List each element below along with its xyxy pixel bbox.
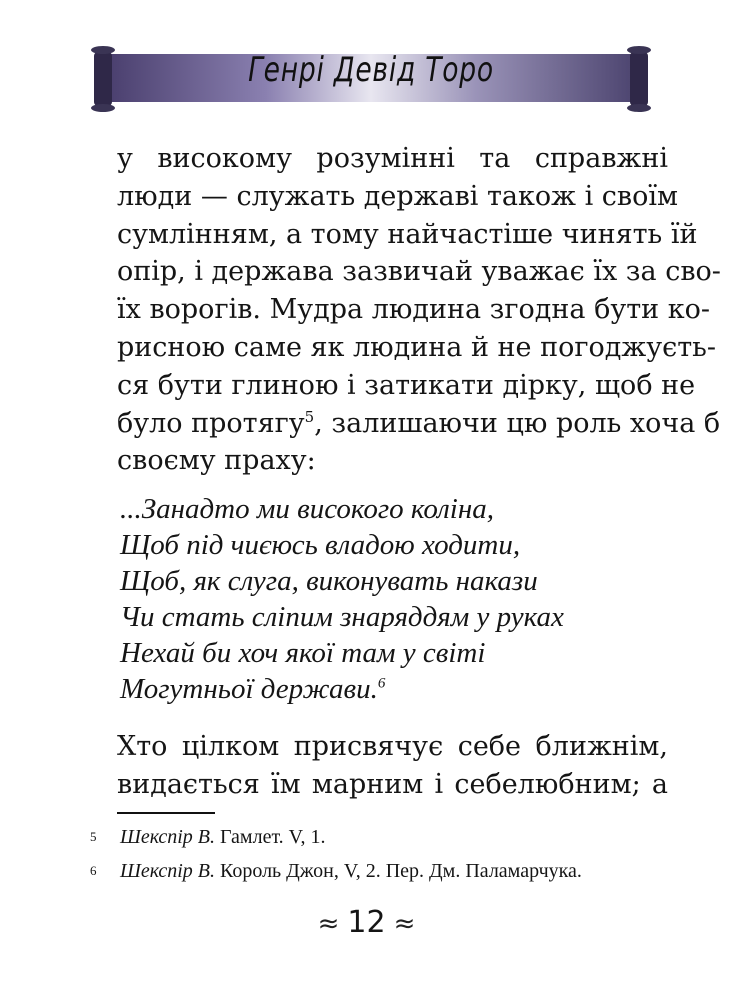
footnote-text: Король Джон, V, 2. Пер. Дм. Паламарчука. xyxy=(214,860,582,882)
body-line: у високому розумінні та справжні xyxy=(117,143,668,174)
poem-line: Нехай би хоч якої там у світі xyxy=(120,637,486,669)
body-line: видається їм марним і себелюбним; а xyxy=(117,769,668,800)
poem-line: Щоб під чиєюсь владою ходити, xyxy=(120,529,521,561)
footnote-ref-6[interactable]: 6 xyxy=(377,675,386,692)
poem-line: ...Занадто ми високого коліна, xyxy=(120,493,494,525)
page-number: 12 xyxy=(347,905,386,940)
body-text: , залишаючи цю роль хоча б xyxy=(314,408,721,439)
poem-line: Щоб, як слуга, виконувать накази xyxy=(120,565,538,597)
footnote-divider xyxy=(117,812,215,814)
footnote-text: Гамлет. V, 1. xyxy=(214,826,326,848)
footnote-6 xyxy=(90,860,582,882)
footnote-number: 6 xyxy=(90,863,97,878)
body-line: люди — служать державі також і своїм xyxy=(117,181,679,212)
page-footer xyxy=(0,905,733,940)
body-line: ся бути глиною і затикати дірку, щоб не xyxy=(117,370,696,401)
body-line: Хто цілком присвячує себе ближнім, xyxy=(117,731,668,762)
footnote-author: Шекспір В. xyxy=(120,860,215,882)
poem-line xyxy=(120,672,385,706)
poem-line: Чи стать сліпим знаряддям у руках xyxy=(120,601,564,633)
running-header-title: Генрі Девід Торо xyxy=(248,50,494,90)
header-scroll-banner xyxy=(88,44,654,112)
body-line xyxy=(117,407,721,441)
poem-text: Могутньої держави. xyxy=(120,673,378,705)
body-line: сумлінням, а тому найчастіше чинять їй xyxy=(117,219,698,250)
left-flourish-icon: ≈ xyxy=(317,909,340,939)
body-text: було протягу xyxy=(117,408,305,439)
footnote-number: 5 xyxy=(90,829,97,844)
body-line: рисною саме як людина й не погоджуєть- xyxy=(117,332,716,363)
body-line: своєму праху: xyxy=(117,445,316,476)
footnote-ref-5[interactable]: 5 xyxy=(304,408,315,426)
footnote-author: Шекспір В. xyxy=(120,826,215,848)
body-line: опір, і держава зазвичай уважає їх за сво- xyxy=(117,256,721,287)
footnote-5 xyxy=(90,826,326,848)
body-line: їх ворогів. Мудра людина згодна бути ко- xyxy=(117,294,710,325)
right-flourish-icon: ≈ xyxy=(393,909,416,939)
